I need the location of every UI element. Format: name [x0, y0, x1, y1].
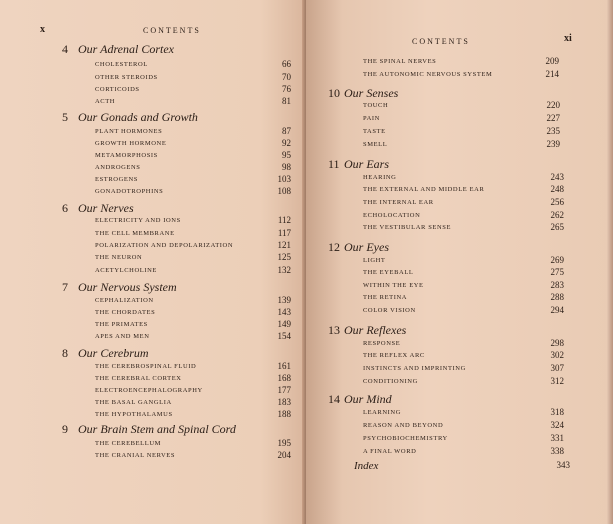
page-header: CONTENTS — [412, 37, 470, 46]
toc-entry-page: 265 — [550, 222, 564, 232]
toc-entry-label: THE PRIMATES — [95, 321, 148, 328]
toc-entry-page: 262 — [550, 210, 564, 220]
toc-entry-page: 331 — [550, 433, 564, 443]
toc-entry-page: 121 — [277, 240, 291, 250]
toc-entry-page: 235 — [546, 126, 560, 136]
toc-entry-page: 294 — [550, 305, 564, 315]
toc-entry-label: LEARNING — [363, 409, 402, 416]
toc-entry-page: 204 — [277, 450, 291, 460]
toc-entry-label: HEARING — [363, 174, 397, 181]
toc-entry-page: 209 — [545, 56, 559, 66]
toc-entry-page: 239 — [546, 139, 560, 149]
toc-entry-page: 66 — [282, 59, 291, 69]
chapter-name: Our Eyes — [344, 240, 389, 254]
toc-entry-page: 243 — [550, 172, 564, 182]
toc-entry-page: 98 — [282, 162, 291, 172]
toc-entry-page: 161 — [277, 361, 291, 371]
toc-entry-page: 275 — [550, 267, 564, 277]
toc-entry-label: THE EXTERNAL AND MIDDLE EAR — [363, 186, 485, 193]
toc-entry-page: 143 — [277, 307, 291, 317]
toc-entry-label: THE RETINA — [363, 294, 408, 301]
toc-entry-page: 149 — [277, 319, 291, 329]
toc-entry-label: REASON AND BEYOND — [363, 422, 444, 429]
chapter-number: 14 — [328, 392, 340, 406]
toc-entry-page: 70 — [282, 72, 291, 82]
toc-entry-label: ELECTRICITY AND IONS — [95, 217, 181, 224]
toc-entry-page: 112 — [277, 215, 291, 225]
chapter-name: Our Ears — [344, 157, 390, 171]
toc-entry-label: ACETYLCHOLINE — [95, 267, 157, 274]
toc-entry-page: 283 — [550, 280, 564, 290]
toc-entry-page: 154 — [277, 331, 291, 341]
toc-entry-page: 87 — [282, 126, 291, 136]
toc-entry-label: TASTE — [363, 128, 386, 135]
toc-entry-page: 298 — [550, 338, 564, 348]
chapter-title — [62, 280, 177, 295]
toc-entry-page: 256 — [550, 197, 564, 207]
toc-entry-page: 302 — [550, 350, 564, 360]
toc-entry-page: 108 — [277, 186, 291, 196]
toc-entry-label: ANDROGENS — [95, 164, 141, 171]
chapter-name: Our Gonads and Growth — [78, 110, 198, 124]
chapter-title — [328, 157, 389, 172]
chapter-name: Our Reflexes — [344, 323, 407, 337]
chapter-number: 8 — [62, 346, 68, 360]
toc-entry-label: OTHER STEROIDS — [95, 74, 158, 81]
toc-entry-page: 125 — [277, 252, 291, 262]
toc-entry-label: CORTICOIDS — [95, 86, 140, 93]
toc-entry-page: 248 — [550, 184, 564, 194]
chapter-number: 10 — [328, 86, 340, 100]
toc-entry-page: 117 — [277, 228, 291, 238]
toc-entry-label: GROWTH HORMONE — [95, 140, 167, 147]
chapter-number: 11 — [328, 157, 340, 171]
toc-entry-label: PSYCHOBIOCHEMISTRY — [363, 435, 448, 442]
toc-entry-page: 307 — [550, 363, 564, 373]
chapter-number: 12 — [328, 240, 340, 254]
toc-entry-label: CEPHALIZATION — [95, 297, 154, 304]
toc-entry-page: 324 — [550, 420, 564, 430]
toc-entry-label: PAIN — [363, 115, 380, 122]
chapter-title — [62, 201, 134, 216]
toc-entry-page: 188 — [277, 409, 291, 419]
toc-entry-page: 214 — [545, 69, 559, 79]
toc-entry-label: THE SPINAL NERVES — [363, 58, 437, 65]
chapter-title — [328, 240, 389, 255]
toc-entry-label: PLANT HORMONES — [95, 128, 163, 135]
left-page — [0, 0, 306, 524]
toc-entry-page: 76 — [282, 84, 291, 94]
toc-entry-page: 103 — [277, 174, 291, 184]
toc-entry-page: 288 — [550, 292, 564, 302]
toc-entry-label: THE CEREBRAL CORTEX — [95, 375, 182, 382]
toc-entry-label: ECHOLOCATION — [363, 212, 421, 219]
chapter-name: Our Senses — [344, 86, 399, 100]
toc-entry-label: THE CELL MEMBRANE — [95, 230, 175, 237]
chapter-name: Our Mind — [344, 392, 392, 406]
toc-entry-label: THE BASAL GANGLIA — [95, 399, 172, 406]
toc-entry-page: 227 — [546, 113, 560, 123]
toc-entry-label: ELECTROENCEPHALOGRAPHY — [95, 387, 203, 394]
index-label: Index — [354, 460, 379, 472]
toc-entry-page: 139 — [277, 295, 291, 305]
toc-entry-label: THE VESTIBULAR SENSE — [363, 224, 452, 231]
chapter-name: Our Adrenal Cortex — [78, 42, 174, 56]
toc-entry-page: 195 — [277, 438, 291, 448]
toc-entry-label: INSTINCTS AND IMPRINTING — [363, 365, 466, 372]
toc-entry-label: THE INTERNAL EAR — [363, 199, 434, 206]
page-header: CONTENTS — [143, 26, 201, 35]
page-number: xi — [564, 33, 572, 44]
toc-entry-label: A FINAL WORD — [363, 448, 417, 455]
toc-entry-page: 220 — [546, 100, 560, 110]
toc-entry-page: 168 — [277, 373, 291, 383]
toc-entry-label: SMELL — [363, 141, 388, 148]
chapter-name: Our Nerves — [78, 201, 134, 215]
toc-entry-page: 81 — [282, 96, 291, 106]
toc-entry-page: 338 — [550, 446, 564, 456]
toc-entry-label: CONDITIONING — [363, 378, 418, 385]
toc-entry-page: 132 — [277, 265, 291, 275]
page-edge — [607, 0, 613, 524]
toc-entry-label: RESPONSE — [363, 340, 401, 347]
index-page: 343 — [556, 460, 570, 470]
toc-entry-label: THE NEURON — [95, 254, 143, 261]
toc-entry-page: 312 — [550, 376, 564, 386]
toc-entry-label: THE AUTONOMIC NERVOUS SYSTEM — [363, 71, 493, 78]
chapter-number: 4 — [62, 42, 68, 56]
chapter-title — [62, 422, 236, 437]
toc-entry-page: 318 — [550, 407, 564, 417]
chapter-number: 6 — [62, 201, 68, 215]
toc-entry-label: GONADOTROPHINS — [95, 188, 164, 195]
toc-entry-page: 95 — [282, 150, 291, 160]
toc-entry-label: WITHIN THE EYE — [363, 282, 424, 289]
toc-entry-label: THE CHORDATES — [95, 309, 156, 316]
toc-entry-label: THE HYPOTHALAMUS — [95, 411, 173, 418]
toc-entry-label: THE CEREBELLUM — [95, 440, 161, 447]
toc-entry-label: COLOR VISION — [363, 307, 416, 314]
toc-entry-label: CHOLESTEROL — [95, 61, 148, 68]
chapter-title — [328, 86, 398, 101]
toc-entry-label: APES AND MEN — [95, 333, 150, 340]
chapter-name: Our Brain Stem and Spinal Cord — [78, 422, 236, 436]
page-number: x — [40, 24, 45, 35]
toc-entry-page: 269 — [550, 255, 564, 265]
toc-entry-label: METAMORPHOSIS — [95, 152, 158, 159]
toc-entry-label: THE REFLEX ARC — [363, 352, 425, 359]
chapter-number: 5 — [62, 110, 68, 124]
chapter-title — [62, 346, 149, 361]
toc-entry-label: ACTH — [95, 98, 116, 105]
chapter-title — [328, 392, 392, 407]
toc-entry-label: LIGHT — [363, 257, 386, 264]
chapter-name: Our Cerebrum — [78, 346, 149, 360]
toc-entry-label: ESTROGENS — [95, 176, 138, 183]
toc-entry-label: POLARIZATION AND DEPOLARIZATION — [95, 242, 234, 249]
toc-entry-page: 92 — [282, 138, 291, 148]
toc-entry-page: 183 — [277, 397, 291, 407]
toc-entry-label: THE EYEBALL — [363, 269, 414, 276]
chapter-number: 7 — [62, 280, 68, 294]
chapter-number: 13 — [328, 323, 340, 337]
chapter-title — [62, 110, 198, 125]
toc-entry-label: TOUCH — [363, 102, 389, 109]
toc-entry-page: 177 — [277, 385, 291, 395]
right-page — [306, 0, 613, 524]
toc-entry-label: THE CEREBROSPINAL FLUID — [95, 363, 197, 370]
chapter-title — [328, 323, 406, 338]
toc-entry-label: THE CRANIAL NERVES — [95, 452, 176, 459]
chapter-title — [62, 42, 174, 57]
chapter-number: 9 — [62, 422, 68, 436]
chapter-name: Our Nervous System — [78, 280, 177, 294]
